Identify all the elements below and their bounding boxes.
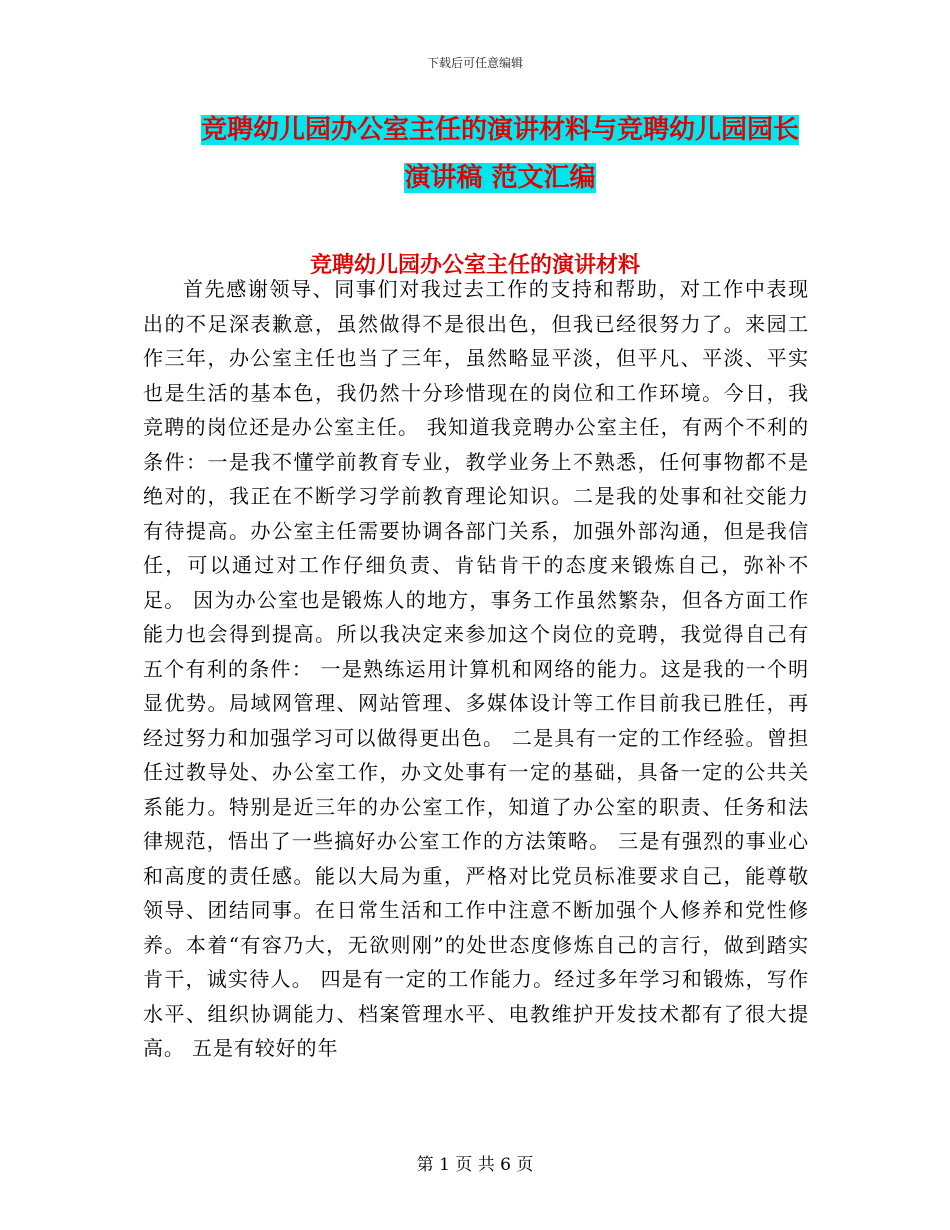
section-title: 竞聘幼儿园办公室主任的演讲材料: [309, 253, 640, 278]
document-title: [140, 106, 860, 202]
body-paragraph: 首先感谢领导、同事们对我过去工作的支持和帮助，对工作中表现出的不足深表歉意，虽然做得不是很出色，但我已经很努力了。来园工作三年，办公室主任也当了三年，虽然略显平淡，但平凡、平淡、平实也是生活的基本色，我仍然十分珍惜现在的岗位和工作环境。今日，我竞聘的岗位还是办公室主任。 我知道我竞聘办公室主任，有两个不利的条件：一是我不懂学前教育专业，教学业务上不熟悉，任何事物都不是绝对的，我正在不断学习学前教育理论知识。二是我的处事和社交能力有待提高。办公室主任需要协调各部门关系，加强外部沟通，但是我信任，可以通过对工作仔细负责、肯钻肯干的态度来锻炼自己，弥补不足。 因为办公室也是锻炼人的地方，事务工作虽然繁杂，但各方面工作能力也会得到提高。所以我决定来参加这个岗位的竞聘，我觉得自己有五个有利的条件： 一是熟练运用计算机和网络的能力。这是我的一个明显优势。局域网管理、网站管理、多媒体设计等工作目前我已胜任，再经过努力和加强学习可以做得更出色。 二是具有一定的工作经验。曾担任过教导处、办公室工作，办文处事有一定的基础，具备一定的公共关系能力。特别是近三年的办公室工作，知道了办公室的职责、任务和法律规范，悟出了一些搞好办公室工作的方法策略。 三是有强烈的事业心和高度的责任感。能以大局为重，严格对比党员标准要求自己，能尊敬领导、团结同事。在日常生活和工作中注意不断加强个人修养和党性修养。本着“有容乃大，无欲则刚”的处世态度修炼自己的言行，做到踏实肯干，诚实待人。 四是有一定的工作能力。经过多年学习和锻炼，写作水平、组织协调能力、档案管理水平、电教维护开发技术都有了很大提高。 五是有较好的年: [143, 277, 809, 1060]
document-title-line-1: 竞聘幼儿园办公室主任的演讲材料与竞聘幼儿园园长: [200, 115, 799, 145]
header-note: 下载后可任意编辑: [426, 56, 523, 70]
document-title-line-2: 演讲稿 范文汇编: [404, 163, 596, 193]
page-number-footer: 第 1 页 共 6 页: [416, 1155, 534, 1175]
